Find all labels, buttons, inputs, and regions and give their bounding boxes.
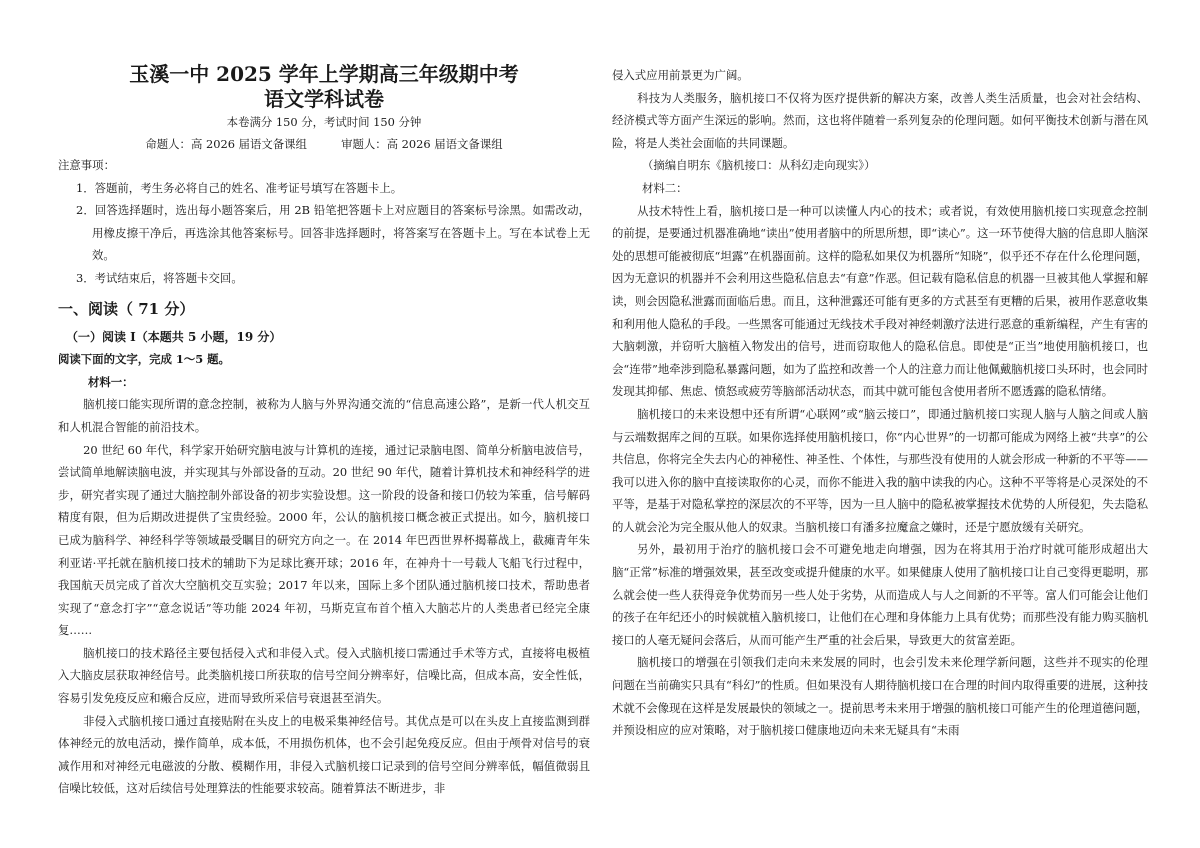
subsection-heading: （一）阅读 I（本题共 5 小题，19 分） [66, 329, 282, 344]
material1-paragraph: 20 世纪 60 年代，科学家开始研究脑电波与计算机的连接，通过记录脑电图、简单分析脑电波信号，尝试简单地解读脑电波，并实现其与外部设备的互动。20 世纪 90 年代，随着计算机技术和神经科学的进步，研究者实现了通过大脑控制外部设备的初步实验设想。这一阶段的设备和接口仍较为笨重，信号解码精度有限，但为后期改进提供了宝贵经验。2000 年，公认的脑机接口概念被正式提出。如今，脑机接口已成为脑科学、神经科学等领域最受瞩目的研究方向之一。在 2014 年巴西世界杯揭幕战上，截瘫青年朱利亚诺·平托就在脑机接口技术的辅助下为足球比赛开球；2016 年，在神舟十一号载人飞船飞行过程中，我国航天员完成了首次大空脑机交互实验；2017 年以来，国际上多个团队通过脑机接口技术，帮助患者实现了“意念打字”“意念说话”等功能 2024 年初，马斯克宣布首个植入大脑芯片的人类患者已经完全康复…… [58, 442, 590, 638]
material2-paragraph: 另外，最初用于治疗的脑机接口会不可避免地走向增强，因为在将其用于治疗时就可能形成超出大脑“正常”标准的增强效果，甚至改变或提升健康的水平。如果健康人使用了脑机接口让自己变得更聪明，那么就会使一些人获得竞争优势而另一些人处于劣势，从而造成人与人之间新的不平等。富人们可能会让他们的孩子在年纪还小的时候就植入脑机接口，让他们在心理和身体能力上具有优势；而那些没有能力购买脑机接口的人毫无疑问会落后，从而可能产生严重的社会后果，导致更大的贫富差距。 [612, 542, 1148, 647]
right-column [612, 0, 1148, 848]
section-heading: 一、阅读（ 71 分） [58, 299, 195, 318]
material1-closing-paragraph: 科技为人类服务，脑机接口不仅将为医疗提供新的解决方案，改善人类生活质量，也会对社会结构、经济模式等方面产生深远的影响。然而，这也将伴随着一系列复杂的伦理问题。如何平衡技术创新与潜在风险，将是人类社会面临的共同课题。 [612, 90, 1148, 150]
note-item-3: 3．考试结束后，将答题卡交回。 [76, 270, 243, 285]
material1-paragraph: 脑机接口的技术路径主要包括侵入式和非侵入式。侵入式脑机接口需通过手术等方式，直接将电极植入大脑皮层获取神经信号。此类脑机接口所获取的信号空间分辨率好，信噪比高，但成本高，安全性低，容易引发免疫反应和瘢合反应，进而导致所采信号衰退甚至消失。 [58, 645, 590, 706]
source-citation: （摘编自明东《脑机接口：从科幻走向现实》） [642, 158, 876, 173]
continuation-line: 侵入式应用前景更为广阔。 [612, 68, 749, 82]
notes-heading: 注意事项： [58, 158, 115, 172]
left-column [58, 0, 590, 848]
material2-paragraph: 脑机接口的增强在引领我们走向未来发展的同时，也会引发未来伦理学新问题，这些并不现实的伦理问题在当前确实只具有“科幻”的性质。但如果没有人期待脑机接口在合理的时间内取得重要的进展，这种技术就不会像现在这样是发展最快的领域之一。提前思考未来用于增强的脑机接口可能产生的伦理道德问题，并预设相应的应对策略，对于脑机接口健康地迈向未来无疑具有“未雨 [612, 655, 1148, 738]
material2-paragraph: 从技术特性上看，脑机接口是一种可以读懂人内心的技术；或者说，有效使用脑机接口实现意念控制的前提，是要通过机器准确地“读出”使用者脑中的所思所想，即“读心”。这一环节使得大脑的信息即人脑深处的思想可能被彻底“坦露”在机器面前。这样的隐私如果仅为机器所“知晓”，似乎还不存在什么伦理问题，因为无意识的机器并不会利用这些隐私信息去“有意”作恶。但记载有隐私信息的机器一旦被其他人掌握和解读，则会因隐私泄露而面临后患。而且，这种泄露还可能有更多的方式甚至有更糟的后果，被用作恶意收集和利用他人隐私的手段。一些黑客可能通过无线技术手段对神经刺激疗法进行恶意的重新编程，产生有害的大脑刺激，并窃听大脑植入物发出的信号，进而窃取他人的隐私信息。即使是“正当”地使用脑机接口，也会“连带”地牵涉到隐私暴露问题，如为了监控和改善一个人的注意力而让他佩戴脑机接口头环时，也会同时发现其抑郁、焦虑、愤怒或疲劳等脑部活动状态，而其中就可能包含使用者所不愿透露的隐私情绪。 [612, 203, 1148, 399]
left-flow [58, 154, 590, 800]
exam-authors: 命题人：高 2026 届语文备课组 审题人：高 2026 届语文备课组 [145, 137, 503, 151]
material1-paragraph: 非侵入式脑机接口通过直接贴附在头皮上的电极采集神经信号。其优点是可以在头皮上直接监测到群体神经元的放电活动，操作简单，成本低，不用损伤机体，也不会引起免疫反应。但由于颅骨对信号的衰减作用和对神经元电磁波的分散、模糊作用，非侵入式脑机接口记录到的信号空间分辨率低，幅值微弱且信噪比较低，这对后续信号处理算法的性能要求较高。随着算法不断进步，非 [58, 713, 590, 796]
note-item-2: 2．回答选择题时，选出每小题答案后，用 2B 铅笔把答题卡上对应题目的答案标号涂黑。如需改动，用橡皮擦干净后，再选涂其他答案标号。回答非选择题时，将答案写在答题卡上。写在本试卷上无效。 [76, 203, 590, 263]
right-flow [612, 64, 1148, 742]
material2-paragraph: 脑机接口的未来设想中还有所谓“心联网”或“脑云接口”，即通过脑机接口实现人脑与人脑之间或人脑与云端数据库之间的互联。如果你选择使用脑机接口，你“内心世界”的一切都可能成为网络上被“共享”的公共信息，你将完全失去内心的神秘性、神圣性、个体性，与那些没有使用的人就会形成一种新的不平等——我可以进入你的脑中直接读取你的心灵，而你不能进入我的脑中读我的内心。这种不平等将是心灵深处的不平等，是基于对隐私掌控的深层次的不平等，因为一旦人脑中的隐私被掌握技术优势的人所侵犯，失去隐私的人就会沦为完全服从他人的奴隶。当脑机接口有潘多拉魔盒之嫌时，还是宁愿放缓有关研究。 [612, 406, 1148, 534]
material1-paragraph: 脑机接口能实现所谓的意念控制，被称为人脑与外界沟通交流的“信息高速公路”，是新一代人机交互和人机混合智能的前沿技术。 [58, 397, 590, 434]
material1-label: 材料一： [88, 374, 134, 389]
exam-subtitle: 语文学科试卷 [264, 87, 384, 111]
exam-title: 玉溪一中 2025 学年上学期高三年级期中考 [129, 62, 519, 86]
material2-label: 材料二： [642, 180, 688, 195]
instruction: 阅读下面的文字，完成 1～5 题。 [58, 352, 230, 367]
exam-info: 本卷满分 150 分，考试时间 150 分钟 [226, 115, 422, 129]
note-item-1: 1．答题前，考生务必将自己的姓名、准考证号填写在答题卡上。 [76, 180, 403, 195]
